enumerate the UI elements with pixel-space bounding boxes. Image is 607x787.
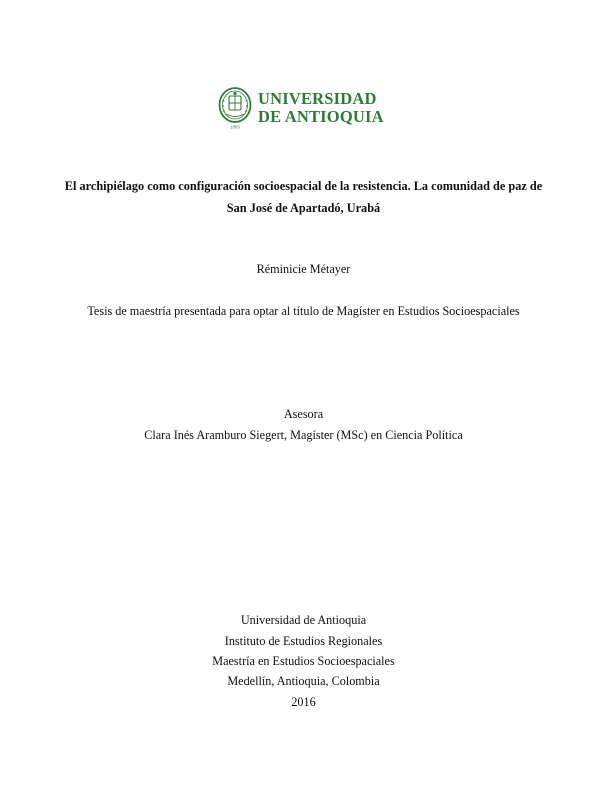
institution-year: 2016	[291, 695, 316, 709]
advisor-name: Clara Inés Aramburo Siegert, Magíster (MSc) en Ciencia Política	[144, 428, 463, 442]
university-wordmark	[258, 90, 384, 126]
author-name: Réminicie Métayer	[256, 262, 351, 276]
institution-program: Maestría en Estudios Socioespaciales	[212, 654, 395, 668]
wordmark-line-1: UNIVERSIDAD	[258, 89, 377, 108]
thesis-title-line-2: San José de Apartadó, Urabá	[226, 201, 381, 215]
university-logo	[218, 86, 390, 134]
institution-location: Medellín, Antioquia, Colombia	[227, 674, 380, 688]
institution-university: Universidad de Antioquia	[240, 613, 367, 627]
wordmark-line-2: DE ANTIOQUIA	[258, 107, 384, 126]
thesis-statement: Tesis de maestría presentada para optar al título de Magíster en Estudios Socioespaciales	[87, 304, 520, 318]
university-seal-icon	[218, 86, 252, 130]
thesis-title-line-1: El archipiélago como configuración socioespacial de la resistencia. La comunidad de paz de	[64, 179, 543, 193]
institution-institute: Instituto de Estudios Regionales	[224, 634, 383, 648]
advisor-label: Asesora	[283, 407, 324, 421]
seal-year: 1803	[230, 124, 240, 130]
